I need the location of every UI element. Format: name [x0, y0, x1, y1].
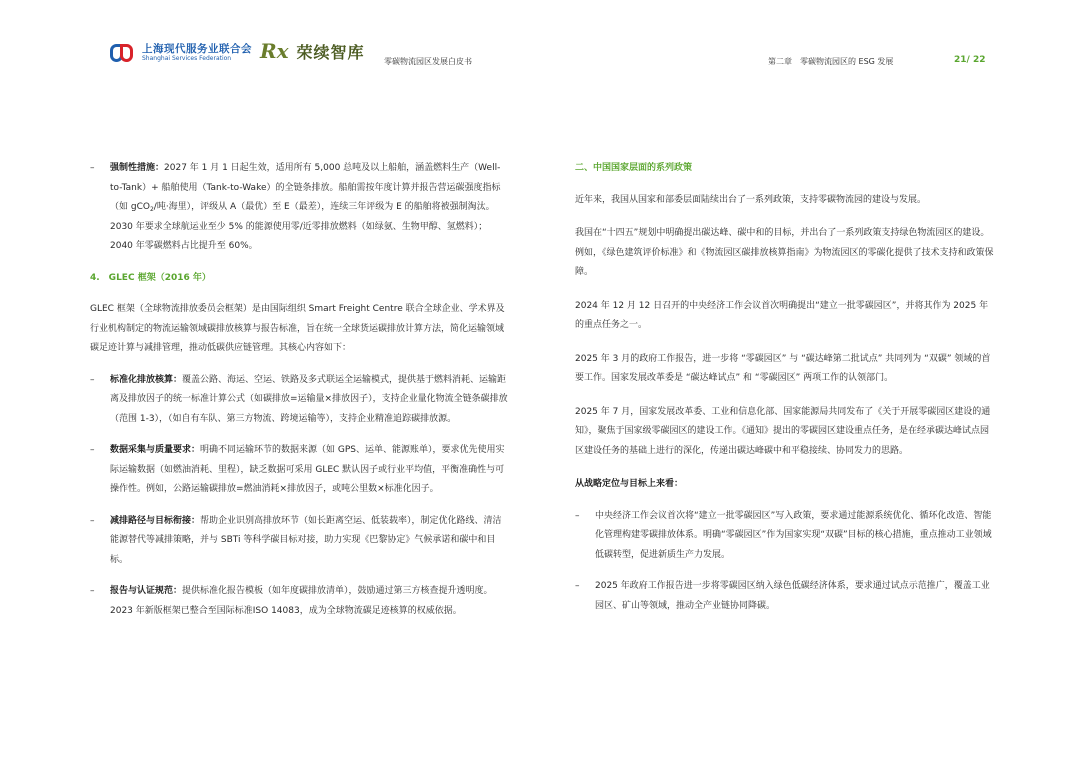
list-item [90, 159, 510, 257]
document-title: 零碳物流园区发展白皮书 [384, 57, 472, 66]
list-item [575, 507, 995, 566]
bullet-dash: – [90, 515, 95, 526]
list-item [90, 512, 510, 571]
glec-intro: GLEC 框架（全球物流排放委员会框架）是由国际组织 Smart Freight Centre 联合全球企业、学术界及行业机构制定的物流运输领域碳排放核算与报告标准，旨在统一全球货运碳排放计算方法，简化运输领域碳足迹计算与减排管理，推动低碳供应链管理。其核心内容如下： [90, 304, 505, 353]
bullet-dash: – [90, 374, 95, 385]
rx-logo [260, 39, 365, 63]
ssf-logo-icon [110, 42, 136, 64]
list-item [90, 441, 510, 500]
paragraph: 近年来，我国从国家和部委层面陆续出台了一系列政策，支持零碳物流园的建设与发展。 [575, 194, 927, 205]
bullet-text: 2027 年 1 月 1 日起生效，适用所有 5,000 总吨及以上船舶，涵盖燃料生产（Well-to-Tank）+ 船舶使用（Tank-to-Wake）的全链条排放。船舶需按年度计算并报告营运碳强度指标（如 gCO [110, 163, 501, 212]
bullet-label: 减排路径与目标衔接： [110, 515, 201, 526]
bullet-label: 报告与认证规范： [110, 586, 183, 596]
rx-logo-text: 荣续智库 [296, 42, 365, 62]
right-column [575, 159, 995, 628]
ssf-logo [110, 42, 252, 64]
section-heading-national: 二、中国国家层面的系列政策 [575, 163, 693, 173]
bullet-dash: – [90, 163, 95, 173]
rx-logo-icon: Rx [260, 39, 289, 63]
section-heading-glec: 4. GLEC 框架（2016 年） [90, 272, 211, 283]
page-number: 21/ 22 [954, 55, 986, 65]
bullet-label: 标准化排放核算： [110, 374, 183, 385]
bullet-text: 明确不同运输环节的数据来源（如 GPS、运单、能源账单），要求优先使用实际运输数据（如燃油消耗、里程），缺乏数据可采用 GLEC 默认因子或行业平均值，平衡准确性与可操作性。例如，公路运输碳排放=燃油消耗×排放因子，或吨公里数×标准化因子。 [110, 445, 505, 494]
bullet-text: 提供标准化报告模板（如年度碳排放清单），鼓励通过第三方核查提升透明度。2023 年新版框架已整合至国际标准ISO 14083，成为全球物流碳足迹核算的权威依据。 [110, 586, 493, 616]
list-item [90, 371, 510, 430]
sub-heading: 从战略定位与目标上来看： [575, 479, 684, 489]
bullet-dash: – [90, 586, 95, 596]
chapter-title: 第二章 零碳物流园区的 ESG 发展 [768, 57, 894, 66]
ssf-logo-cn: 上海现代服务业联合会 [142, 43, 252, 55]
paragraph: 2025 年 7 月，国家发展改革委、工业和信息化部、国家能源局共同发布了《关于开展零碳园区建设的通知》，聚焦于国家级零碳园区的建设工作。《通知》提出的零碳园区建设重点任务，是在经承碳达峰试点园区建设任务的基础上进行的深化，传递出碳达峰碳中和平稳接续、协同发力的思路。 [575, 406, 991, 456]
ssf-logo-en: Shanghai Services Federation [142, 55, 232, 62]
paragraph: 我国在“十四五”规划中明确提出碳达峰、碳中和的目标，并出台了一系列政策支持绿色物流园区的建设。例如，《绿色建筑评价标准》和《物流园区碳排放核算指南》为物流园区的零碳化提供了技术支持和政策保障。 [575, 228, 994, 277]
bullet-dash: – [90, 445, 95, 455]
bullet-dash: – [575, 510, 580, 521]
bullet-text: 中央经济工作会议首次将“建立一批零碳园区”写入政策，要求通过能源系统优化、循环化改造、智能化管理构建零碳排放体系。明确“零碳园区”作为国家实现“双碳”目标的核心措施，重点推动工业领域低碳转型，促进新质生产力发展。 [595, 510, 992, 560]
subscript-2: 2 [149, 206, 154, 213]
bullet-label: 强制性措施： [110, 163, 165, 173]
page-header [0, 0, 1080, 80]
bullet-label: 数据采集与质量要求： [110, 445, 201, 455]
list-item [575, 577, 995, 616]
paragraph: 2024 年 12 月 12 日召开的中央经济工作会议首次明确提出“建立一批零碳园区”，并将其作为 2025 年的重点任务之一。 [575, 300, 989, 330]
bullet-dash: – [575, 581, 580, 591]
bullet-text: 2025 年政府工作报告进一步将零碳园区纳入绿色低碳经济体系，要求通过试点示范推广，覆盖工业园区、矿山等领域，推动全产业链协同降碳。 [595, 581, 990, 611]
list-item [90, 582, 510, 621]
bullet-text-cont: /吨·海里），评级从 A（最优）至 E（最差），连续三年评级为 E 的船舶将被强制淘汰。2030 年要求全球航运业至少 5% 的能源使用零/近零排放燃料（如绿氨、生物甲醇、氢燃料）；2040 年零碳燃料占比提升至 60%。 [110, 202, 495, 251]
paragraph: 2025 年 3 月的政府工作报告，进一步将 “零碳园区” 与 “碳达峰第二批试点” 共同列为 “双碳” 领域的首要工作。国家发展改革委是 “碳达峰试点” 和 “零碳园区” 两项工作的认领部门。 [575, 353, 991, 383]
left-column [90, 159, 510, 633]
bullet-text: 覆盖公路、海运、空运、铁路及多式联运全运输模式，提供基于燃料消耗、运输距离及排放因子的统一标准计算公式（如碳排放=运输量×排放因子），支持企业量化物流全链条碳排放（范围 1-3），（如自有车队、第三方物流、跨境运输等），支持企业精准追踪碳排放源。 [110, 374, 508, 424]
bullet-text: 帮助企业识别高排放环节（如长距离空运、低装载率），制定优化路线、清洁能源替代等减排策略，并与 SBTi 等科学碳目标对接，助力实现《巴黎协定》气候承诺和碳中和目标。 [110, 515, 502, 565]
